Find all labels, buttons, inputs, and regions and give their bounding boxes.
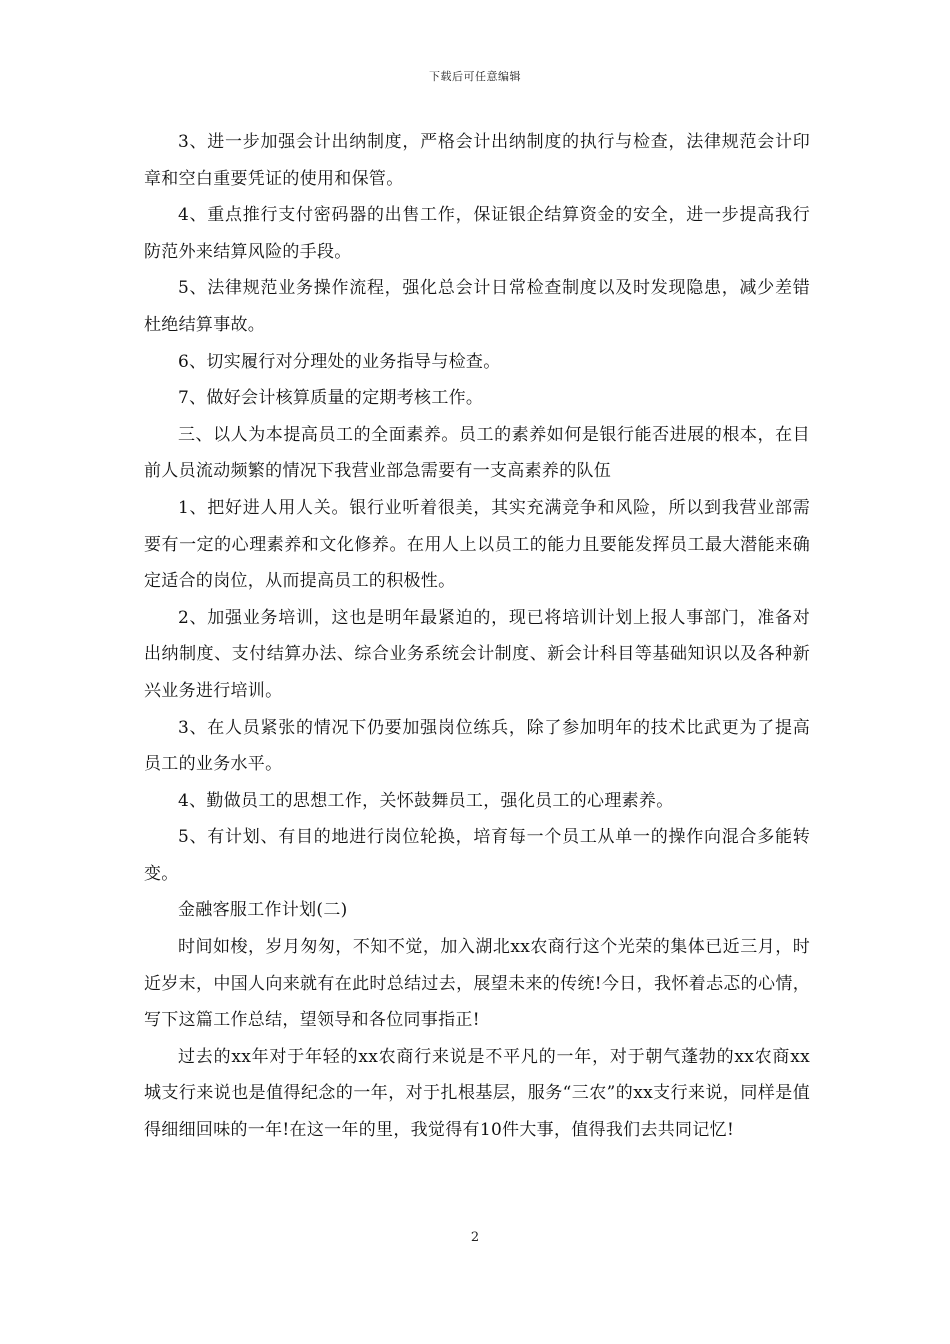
page-header: 下载后可任意编辑 [429, 70, 521, 83]
paragraph: 4、勤做员工的思想工作，关怀鼓舞员工，强化员工的心理素养。 [178, 790, 674, 811]
paragraph: 7、做好会计核算质量的定期考核工作。 [178, 388, 484, 409]
document-body [144, 124, 810, 1149]
paragraph: 时间如梭，岁月匆匆，不知不觉，加入湖北xx农商行这个光荣的集体已近三月，时近岁末，中国人向来就有在此时总结过去，展望未来的传统!今日，我怀着忐忑的心情，写下这篇工作总结，望领导和各位同事指正! [144, 937, 810, 1031]
paragraph: 1、把好进人用人关。银行业听着很美，其实充满竞争和风险，所以到我营业部需要有一定的心理素养和文化修养。在用人上以员工的能力且要能发挥员工最大潜能来确定适合的岗位，从而提高员工的积极性。 [144, 497, 810, 592]
page-number: 2 [470, 1230, 480, 1245]
paragraph: 4、重点推行支付密码器的出售工作，保证银企结算资金的安全，进一步提高我行防范外来结算风险的手段。 [144, 205, 810, 262]
paragraph: 6、切实履行对分理处的业务指导与检查。 [178, 351, 501, 372]
section-title: 金融客服工作计划(二) [178, 900, 348, 921]
paragraph: 2、加强业务培训，这也是明年最紧迫的，现已将培训计划上报人事部门，准备对出纳制度、支付结算办法、综合业务系统会计制度、新会计科目等基础知识以及各种新兴业务进行培训。 [144, 607, 810, 701]
paragraph: 3、进一步加强会计出纳制度，严格会计出纳制度的执行与检查，法律规范会计印章和空白重要凭证的使用和保管。 [144, 132, 810, 189]
paragraph: 5、法律规范业务操作流程，强化总会计日常检查制度以及时发现隐患，减少差错杜绝结算事故。 [144, 278, 810, 335]
paragraph: 5、有计划、有目的地进行岗位轮换，培育每一个员工从单一的操作向混合多能转变。 [144, 827, 810, 884]
paragraph: 过去的xx年对于年轻的xx农商行来说是不平凡的一年，对于朝气蓬勃的xx农商xx城支行来说也是值得纪念的一年，对于扎根基层，服务“三农”的xx支行来说，同样是值得细细回味的一年!在这一年的里，我觉得有10件大事，值得我们去共同记忆! [144, 1046, 810, 1141]
section-heading-paragraph: 三、以人为本提高员工的全面素养。员工的素养如何是银行能否进展的根本，在目前人员流动频繁的情况下我营业部急需要有一支高素养的队伍 [144, 424, 810, 482]
paragraph: 3、在人员紧张的情况下仍要加强岗位练兵，除了参加明年的技术比武更为了提高员工的业务水平。 [144, 717, 810, 775]
